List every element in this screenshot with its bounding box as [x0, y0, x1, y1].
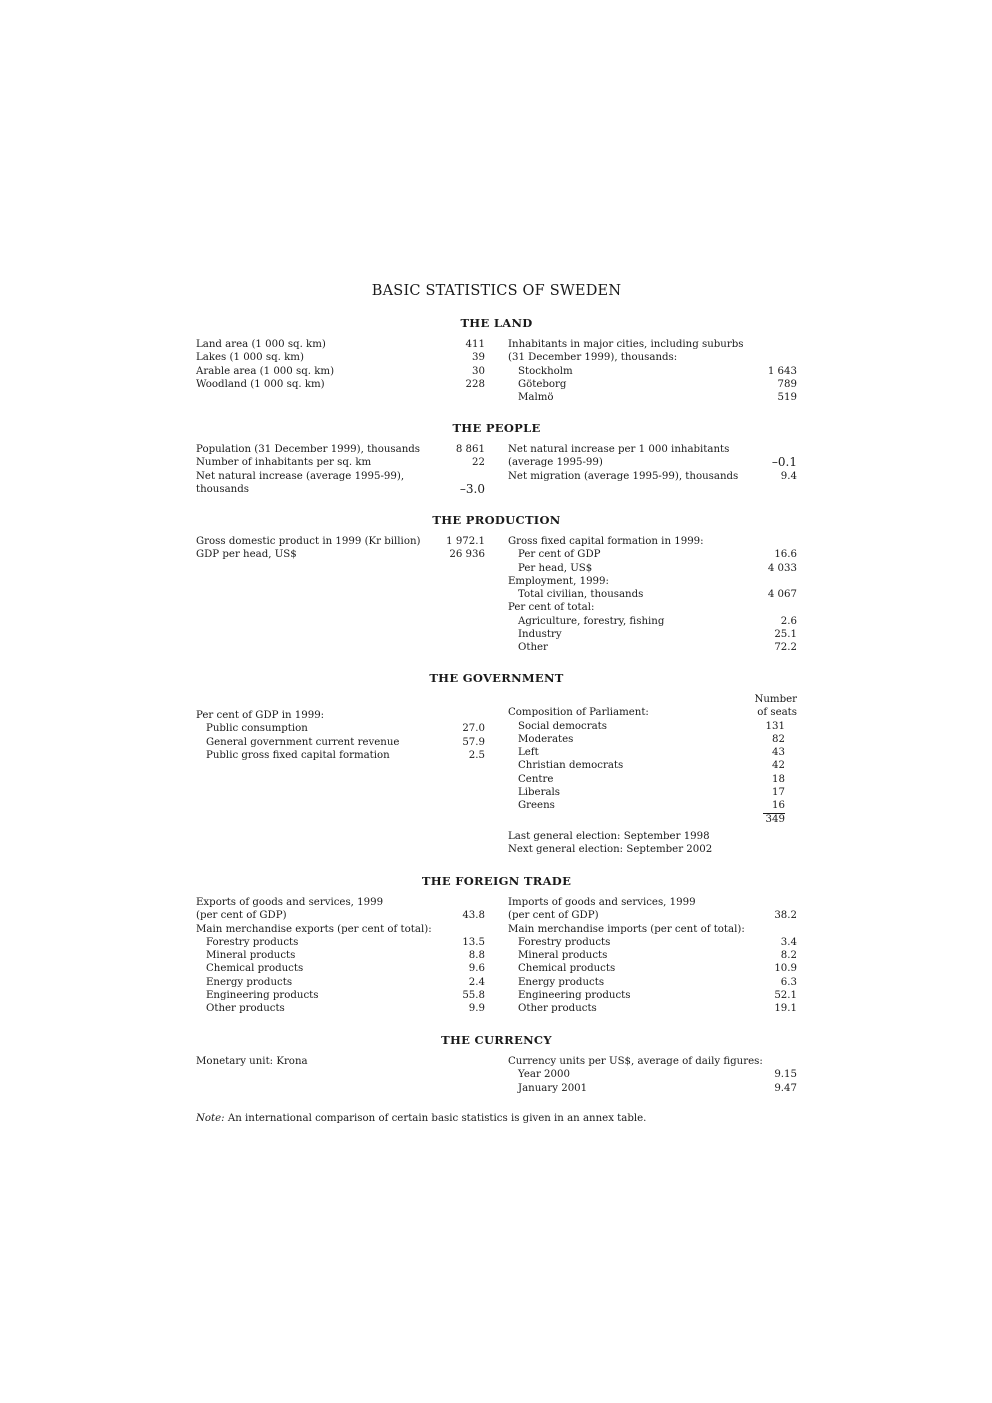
section-land	[196, 316, 797, 404]
table-row	[508, 720, 797, 733]
section-government	[196, 671, 797, 856]
table-row	[508, 923, 797, 936]
row-label: Employment, 1999:	[508, 575, 609, 587]
table-row	[196, 962, 485, 975]
row-label: Net natural increase per 1 000 inhabitants	[508, 444, 730, 455]
row-value: 8 861	[455, 444, 485, 455]
row-label: Arable area (1 000 sq. km)	[196, 365, 335, 377]
row-label: Currency units per US$, average of daily figures:	[508, 1056, 763, 1067]
row-value: 6.3	[780, 976, 797, 988]
row-value: 2.6	[780, 615, 797, 627]
table-row	[196, 896, 485, 909]
row-value: 43.8	[462, 910, 485, 922]
seats-total: 349	[765, 813, 785, 825]
row-label: (per cent of GDP)	[196, 910, 287, 922]
table-row	[196, 365, 485, 378]
row-label: (per cent of GDP)	[508, 910, 599, 922]
row-label: Chemical products	[206, 963, 304, 975]
row-label: General government current revenue	[206, 736, 400, 748]
currency-left-column	[196, 1055, 485, 1068]
row-label: Public gross fixed capital formation	[206, 749, 390, 761]
table-row	[508, 746, 797, 759]
table-row	[508, 1082, 797, 1095]
section-heading: THE LAND	[460, 316, 533, 330]
land-right-column	[508, 338, 797, 404]
row-value: 8.8	[468, 950, 485, 962]
table-row	[508, 562, 797, 575]
table-row	[508, 588, 797, 601]
production-right-column	[508, 535, 797, 655]
row-value: 519	[777, 392, 797, 404]
row-label: January 2001	[518, 1082, 588, 1094]
table-row	[196, 722, 485, 735]
section-heading: THE PEOPLE	[452, 421, 541, 435]
row-value: 13.5	[462, 936, 485, 948]
table-row	[196, 443, 485, 456]
section-currency	[196, 1033, 797, 1094]
row-label: Greens	[518, 800, 555, 812]
row-label: Land area (1 000 sq. km)	[196, 339, 326, 350]
row-value: 42	[772, 760, 785, 772]
table-row	[508, 470, 797, 483]
row-value: 9.4	[780, 470, 797, 482]
row-label: Other products	[206, 1003, 285, 1015]
row-value: 9.9	[468, 1003, 485, 1015]
table-row	[508, 733, 797, 746]
row-value: 10.9	[774, 963, 797, 975]
row-label: Energy products	[206, 976, 293, 988]
row-value: 16	[772, 800, 785, 812]
row-value: 72.2	[774, 642, 797, 654]
row-label: Exports of goods and services, 1999	[196, 897, 384, 908]
next-election: Next general election: September 2002	[508, 844, 713, 856]
row-label: GDP per head, US$	[196, 549, 297, 561]
row-label: Chemical products	[518, 963, 616, 975]
row-label: Malmö	[518, 392, 554, 404]
row-value: 4 033	[767, 562, 797, 574]
trade-left-column	[196, 896, 485, 1016]
row-label: Lakes (1 000 sq. km)	[196, 352, 304, 364]
row-label: Christian democrats	[518, 760, 624, 772]
row-value: 27.0	[462, 723, 485, 735]
footnote	[196, 1113, 646, 1124]
table-row	[508, 1068, 797, 1081]
row-label: Per cent of total:	[508, 602, 595, 614]
table-row	[508, 338, 797, 351]
section-heading: THE PRODUCTION	[432, 513, 561, 527]
row-value: 82	[772, 733, 785, 745]
row-label: Public consumption	[206, 723, 308, 735]
row-value: 411	[465, 339, 485, 350]
table-row	[196, 736, 485, 749]
row-label: Göteborg	[518, 378, 567, 390]
row-label: Per head, US$	[518, 562, 593, 574]
table-row	[508, 830, 797, 843]
row-label: Year 2000	[518, 1069, 570, 1081]
table-row	[508, 909, 797, 922]
table-row	[196, 989, 485, 1002]
row-value: 39	[472, 352, 485, 364]
row-value: 26 936	[449, 549, 485, 561]
row-value: 9.15	[774, 1069, 797, 1081]
table-row	[508, 456, 797, 469]
row-value: 3.4	[780, 936, 797, 948]
section-heading: THE GOVERNMENT	[429, 671, 564, 685]
table-row	[508, 896, 797, 909]
table-row	[508, 365, 797, 378]
row-label: Imports of goods and services, 1999	[508, 897, 696, 908]
row-value: 131	[765, 720, 785, 732]
row-label: Per cent of GDP in 1999:	[196, 710, 325, 721]
row-value: 43	[772, 747, 785, 759]
row-label: Main merchandise exports (per cent of total):	[196, 923, 432, 935]
row-label: Energy products	[518, 976, 605, 988]
row-label: thousands	[196, 483, 249, 495]
section-foreign-trade	[196, 874, 797, 1015]
row-label: Per cent of GDP	[518, 549, 601, 561]
row-label: Main merchandise imports (per cent of total):	[508, 923, 745, 935]
table-row	[508, 989, 797, 1002]
table-row	[196, 456, 485, 469]
table-row	[196, 909, 485, 922]
table-row	[508, 949, 797, 962]
row-value: 30	[472, 365, 485, 377]
row-value: 17	[772, 787, 785, 799]
row-label: Woodland (1 000 sq. km)	[196, 378, 325, 390]
table-row	[196, 535, 485, 548]
table-row	[508, 378, 797, 391]
row-label: (31 December 1999), thousands:	[508, 352, 678, 364]
row-value: 8.2	[780, 950, 797, 962]
row-value: 4 067	[767, 589, 797, 601]
trade-right-column	[508, 896, 797, 1016]
row-label: Liberals	[518, 787, 561, 799]
table-row	[508, 759, 797, 772]
row-value: 19.1	[774, 1003, 797, 1015]
government-left-column	[196, 709, 485, 762]
table-row	[508, 843, 797, 856]
table-row	[196, 1002, 485, 1015]
row-label: Number of inhabitants per sq. km	[196, 457, 372, 469]
row-label: Monetary unit: Krona	[196, 1056, 308, 1067]
table-row	[196, 483, 485, 496]
people-right-column	[508, 443, 797, 483]
note-text: An international comparison of certain basic statistics is given in an annex table.	[224, 1113, 647, 1124]
note-prefix: Note:	[196, 1113, 225, 1124]
row-value: 16.6	[774, 549, 797, 561]
table-row	[508, 351, 797, 364]
table-row	[508, 443, 797, 456]
section-people	[196, 421, 797, 496]
row-label: Engineering products	[206, 990, 319, 1002]
table-row	[508, 799, 797, 812]
table-row	[508, 548, 797, 561]
section-heading: THE CURRENCY	[441, 1033, 552, 1047]
row-value: 2.5	[468, 749, 485, 761]
table-row	[508, 575, 797, 588]
row-value: 22	[472, 457, 485, 469]
table-row	[508, 962, 797, 975]
production-left-column	[196, 535, 485, 562]
row-label: Social democrats	[518, 720, 607, 732]
table-row	[196, 936, 485, 949]
row-value: –3.0	[459, 481, 485, 496]
table-row	[508, 628, 797, 641]
row-value: 52.1	[774, 990, 797, 1002]
table-row	[508, 535, 797, 548]
table-row	[508, 773, 797, 786]
seats-header-line-2: of seats	[757, 707, 797, 719]
row-label: Gross domestic product in 1999 (Kr billion)	[196, 536, 421, 547]
row-label: Forestry products	[206, 936, 299, 948]
row-label: Moderates	[518, 733, 574, 745]
table-row	[508, 786, 797, 799]
row-value: 2.4	[468, 976, 485, 988]
row-value: 9.6	[468, 963, 485, 975]
page-title: BASIC STATISTICS OF SWEDEN	[371, 283, 622, 299]
row-label: Other	[518, 642, 548, 654]
table-row	[196, 949, 485, 962]
row-label: Inhabitants in major cities, including suburbs	[508, 339, 744, 350]
row-value: 1 972.1	[446, 536, 485, 547]
table-row	[196, 749, 485, 762]
row-label: Agriculture, forestry, fishing	[518, 615, 665, 627]
table-row	[196, 709, 485, 722]
row-value: 38.2	[774, 910, 797, 922]
people-left-column	[196, 443, 485, 496]
last-election: Last general election: September 1998	[508, 830, 710, 842]
table-row	[508, 976, 797, 989]
row-value: 228	[465, 378, 485, 390]
row-value: 789	[777, 378, 797, 390]
row-label: Population (31 December 1999), thousands	[196, 444, 421, 455]
row-label: Net natural increase (average 1995-99),	[196, 470, 405, 482]
row-label: Stockholm	[518, 365, 573, 377]
section-heading: THE FOREIGN TRADE	[421, 874, 572, 888]
government-right-column	[508, 693, 797, 857]
row-label: Other products	[518, 1003, 597, 1015]
row-label: Centre	[518, 773, 554, 785]
table-row	[196, 1055, 485, 1068]
row-value: 9.47	[774, 1082, 797, 1094]
row-label: Net migration (average 1995-99), thousands	[508, 470, 739, 482]
table-row	[508, 936, 797, 949]
row-label: Left	[518, 747, 539, 759]
row-value: 55.8	[462, 990, 485, 1002]
row-label: Total civilian, thousands	[518, 589, 644, 601]
row-label: Mineral products	[206, 950, 296, 962]
table-row	[196, 548, 485, 561]
row-label: Forestry products	[518, 936, 611, 948]
table-row	[508, 641, 797, 654]
table-row	[196, 470, 485, 483]
table-row	[508, 1002, 797, 1015]
table-row	[196, 338, 485, 351]
table-row	[508, 1055, 797, 1068]
row-value: 18	[772, 773, 785, 785]
row-label: Mineral products	[518, 950, 608, 962]
seats-header-line-1: Number	[754, 694, 797, 705]
section-production	[196, 513, 797, 654]
row-label: Composition of Parliament:	[508, 707, 649, 719]
table-row	[508, 706, 797, 719]
table-row	[196, 923, 485, 936]
land-left-column	[196, 338, 485, 391]
table-row	[196, 378, 485, 391]
row-value: 25.1	[774, 629, 797, 641]
row-label: Engineering products	[518, 990, 631, 1002]
table-row	[196, 976, 485, 989]
row-label: Industry	[518, 629, 562, 641]
table-row	[196, 351, 485, 364]
row-value: –0.1	[771, 455, 797, 470]
row-value: 1 643	[767, 365, 797, 377]
table-row	[508, 615, 797, 628]
row-label: (average 1995-99)	[508, 457, 603, 469]
row-value: 57.9	[462, 736, 485, 748]
seats-header-row	[508, 693, 797, 706]
table-row	[508, 601, 797, 614]
currency-right-column	[508, 1055, 797, 1095]
seats-total-row	[508, 813, 797, 826]
table-row	[508, 391, 797, 404]
row-label: Gross fixed capital formation in 1999:	[508, 536, 704, 547]
